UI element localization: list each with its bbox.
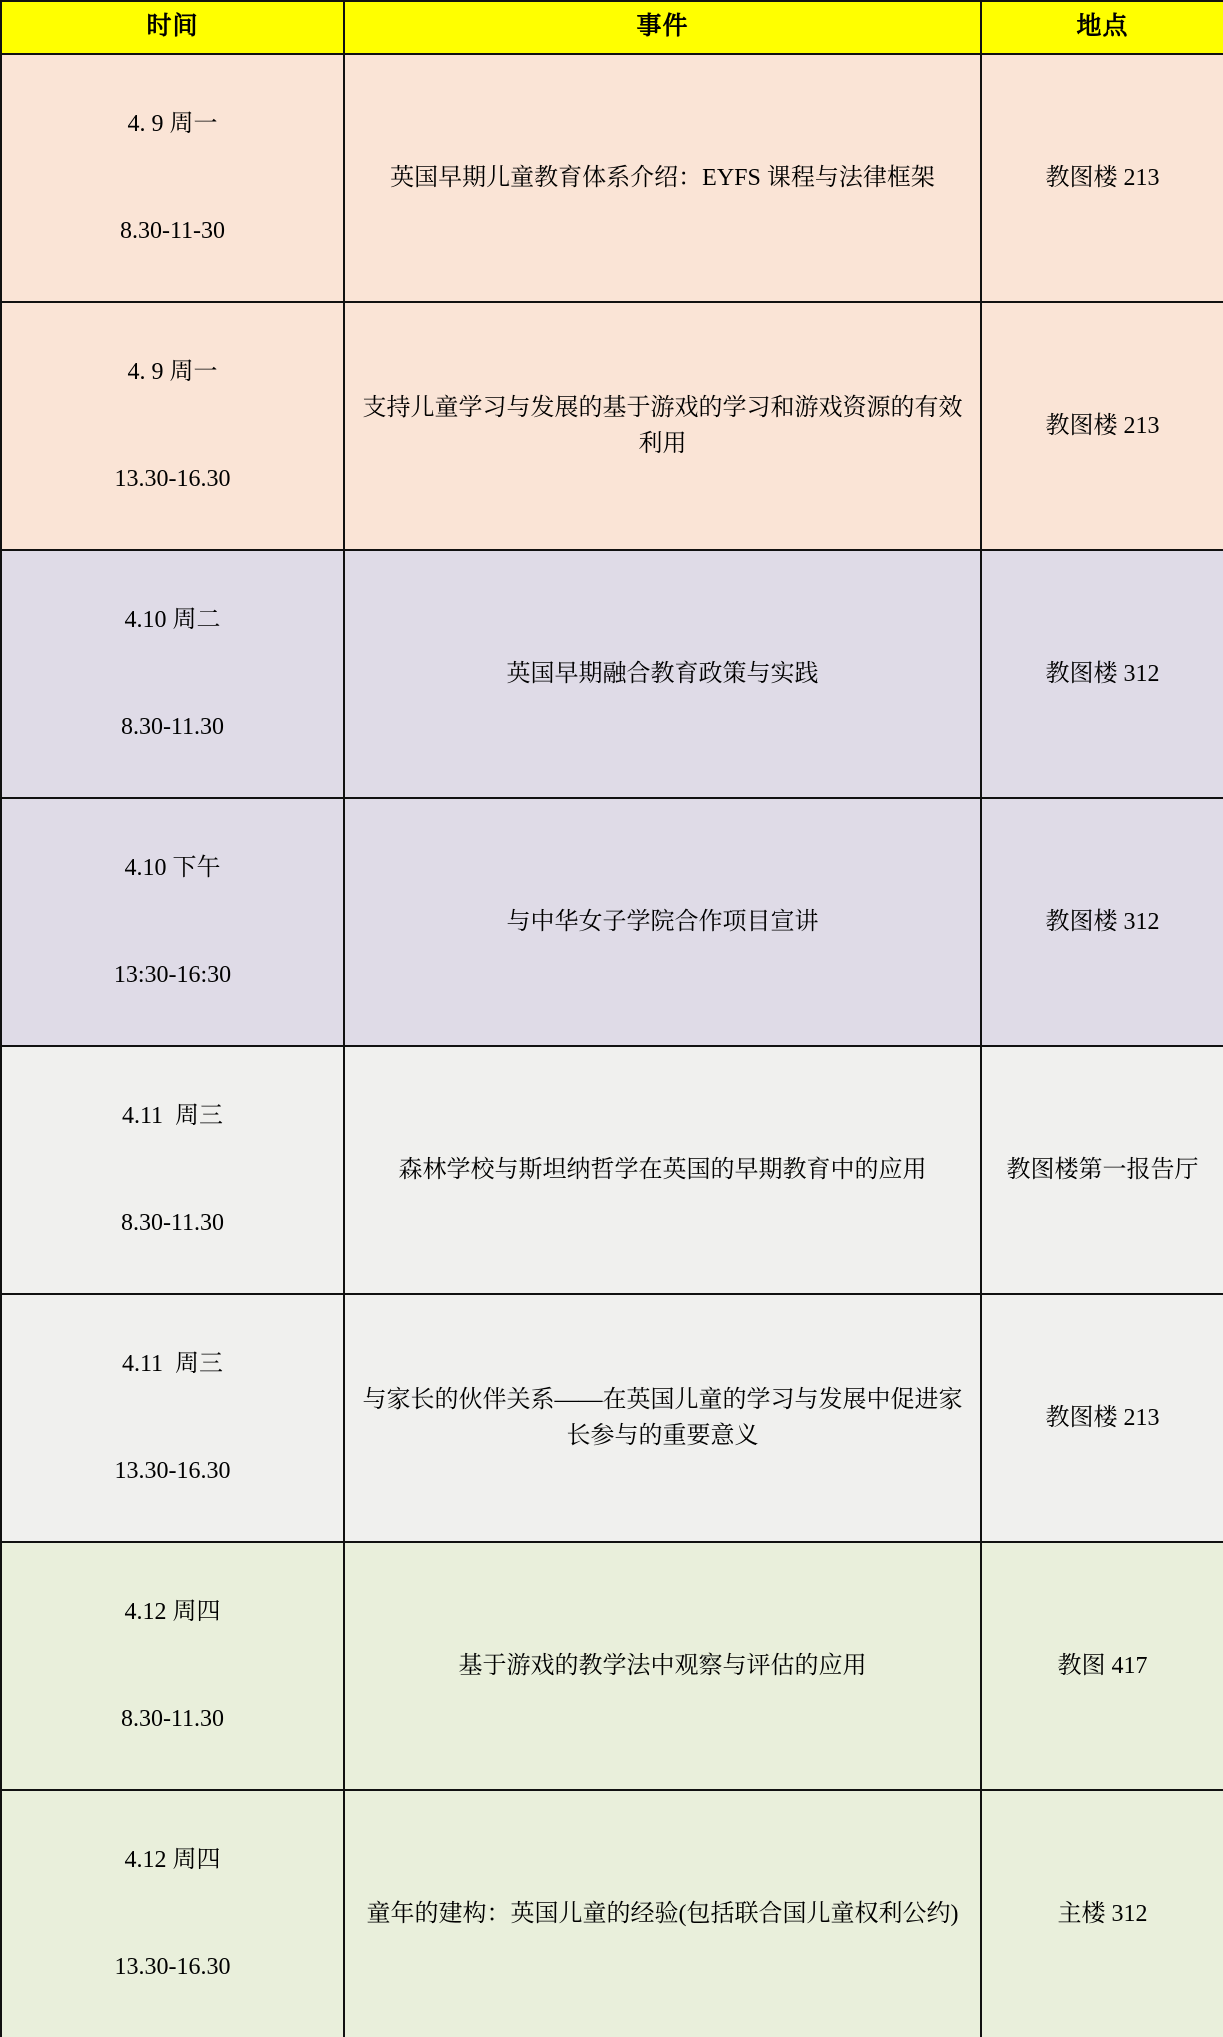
event-cell[interactable]: 英国早期儿童教育体系介绍：EYFS 课程与法律框架	[344, 54, 981, 302]
location-cell[interactable]: 教图 417	[981, 1542, 1223, 1790]
header-row	[1, 1, 1223, 54]
location-cell[interactable]: 教图楼 213	[981, 54, 1223, 302]
event-cell[interactable]: 英国早期融合教育政策与实践	[344, 550, 981, 798]
date-text: 4.11 周三	[121, 1351, 224, 1377]
date-text: 4.12 周四	[124, 1599, 221, 1625]
location-cell[interactable]: 教图楼第一报告厅	[981, 1046, 1223, 1294]
schedule-row	[1, 1046, 1223, 1294]
event-cell[interactable]: 支持儿童学习与发展的基于游戏的学习和游戏资源的有效利用	[344, 302, 981, 550]
hours-text: 8.30-11-30	[119, 218, 226, 244]
schedule-row	[1, 1542, 1223, 1790]
schedule-row	[1, 302, 1223, 550]
date-text: 4. 9 周一	[127, 111, 218, 137]
date-text: 4.10 周二	[124, 607, 221, 633]
hours-text: 13:30-16:30	[113, 962, 232, 988]
date-text: 4.12 周四	[124, 1847, 221, 1873]
date-text: 4.10 下午	[124, 855, 221, 881]
location-cell[interactable]: 教图楼 213	[981, 1294, 1223, 1542]
event-cell[interactable]: 童年的建构：英国儿童的经验(包括联合国儿童权利公约)	[344, 1790, 981, 2037]
hours-text: 13.30-16.30	[114, 1458, 231, 1484]
schedule-row	[1, 1790, 1223, 2037]
col-header-event: 事件	[344, 1, 981, 54]
event-cell[interactable]: 森林学校与斯坦纳哲学在英国的早期教育中的应用	[344, 1046, 981, 1294]
col-header-time: 时间	[1, 1, 344, 54]
hours-text: 8.30-11.30	[120, 1210, 225, 1236]
schedule-row	[1, 550, 1223, 798]
date-text: 4. 9 周一	[127, 359, 218, 385]
schedule-row	[1, 54, 1223, 302]
date-text: 4.11 周三	[121, 1103, 224, 1129]
time-cell[interactable]	[1, 1294, 344, 1542]
hours-text: 8.30-11.30	[120, 1706, 225, 1732]
time-cell[interactable]	[1, 550, 344, 798]
event-cell[interactable]: 与家长的伙伴关系——在英国儿童的学习与发展中促进家长参与的重要意义	[344, 1294, 981, 1542]
time-cell[interactable]	[1, 1542, 344, 1790]
time-cell[interactable]	[1, 1790, 344, 2037]
event-cell[interactable]: 与中华女子学院合作项目宣讲	[344, 798, 981, 1046]
time-cell[interactable]	[1, 302, 344, 550]
schedule-row	[1, 1294, 1223, 1542]
time-cell[interactable]	[1, 798, 344, 1046]
col-header-location: 地点	[981, 1, 1223, 54]
location-cell[interactable]: 教图楼 213	[981, 302, 1223, 550]
hours-text: 13.30-16.30	[114, 466, 231, 492]
hours-text: 8.30-11.30	[120, 714, 225, 740]
location-cell[interactable]: 教图楼 312	[981, 550, 1223, 798]
location-cell[interactable]: 教图楼 312	[981, 798, 1223, 1046]
hours-text: 13.30-16.30	[114, 1954, 231, 1980]
event-cell[interactable]: 基于游戏的教学法中观察与评估的应用	[344, 1542, 981, 1790]
schedule-row	[1, 798, 1223, 1046]
location-cell[interactable]: 主楼 312	[981, 1790, 1223, 2037]
time-cell[interactable]	[1, 1046, 344, 1294]
time-cell[interactable]	[1, 54, 344, 302]
